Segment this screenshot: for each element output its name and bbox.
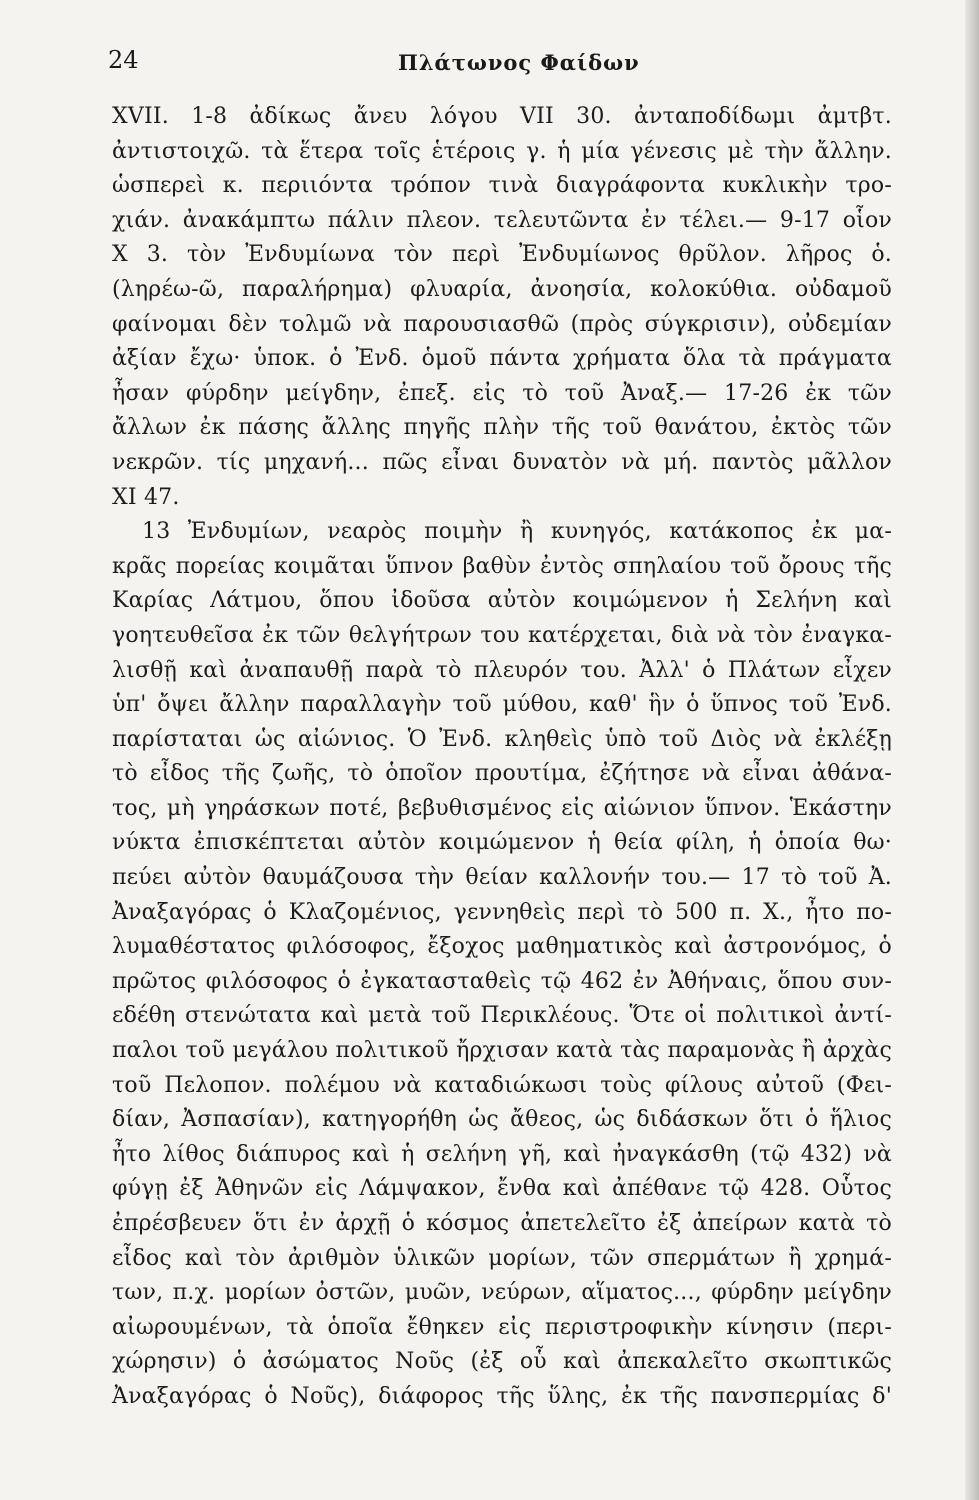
page-header bbox=[108, 42, 868, 86]
text-line: κρᾶς πορείας κοιμᾶται ὕπνον βαθὺν ἐντὸς σπηλαίου τοῦ ὄρους τῆς bbox=[112, 553, 892, 579]
commentary-text bbox=[112, 100, 892, 1415]
text-line: Ἀναξαγόρας ὁ Κλαζομένιος, γεννηθεὶς περὶ τὸ 500 π. Χ., ἦτο πο- bbox=[112, 899, 892, 925]
text-line: λυμαθέστατος φιλόσοφος, ἔξοχος μαθηματικὸς καὶ ἀστρονόμος, ὁ bbox=[112, 934, 892, 960]
text-line: γοητευθεῖσα ἐκ τῶν θελγήτρων του κατέρχεται, διὰ νὰ τὸν ἐναγκα- bbox=[112, 622, 892, 648]
text-line: παρίσταται ὡς αἰώνιος. Ὁ Ἐνδ. κληθεὶς ὑπὸ τοῦ Διὸς νὰ ἐκλέξῃ bbox=[112, 726, 892, 752]
text-line: ἐπρέσβευεν ὅτι ἐν ἀρχῇ ὁ κόσμος ἀπετελεῖτο ἐξ ἀπείρων κατὰ τὸ bbox=[112, 1211, 892, 1236]
text-line: εἶδος καὶ τὸν ἀριθμὸν ὑλικῶν μορίων, τῶν σπερμάτων ἢ χρημά- bbox=[112, 1245, 892, 1271]
page-number: 24 bbox=[108, 46, 139, 74]
text-line: τοῦ Πελοπον. πολέμου νὰ καταδιώκωσι τοὺς φίλους αὐτοῦ (Φει- bbox=[112, 1072, 892, 1098]
text-line: φαίνομαι δὲν τολμῶ νὰ παρουσιασθῶ (πρὸς σύγκρισιν), οὐδεμίαν bbox=[112, 311, 892, 337]
text-line: νύκτα ἐπισκέπτεται αὐτὸν κοιμώμενον ἡ θεία φίλη, ἡ ὁποία θω· bbox=[112, 830, 892, 856]
text-line: χιάν. ἀνακάμπτω πάλιν πλεον. τελευτῶντα ἐν τέλει.— 9-17 οἷον bbox=[112, 207, 892, 233]
text-line: φύγῃ ἐξ Ἀθηνῶν εἰς Λάμψακον, ἔνθα καὶ ἀπέθανε τῷ 428. Οὗτος bbox=[112, 1176, 892, 1202]
running-title: Πλάτωνος Φαίδων bbox=[398, 50, 640, 75]
text-line: (ληρέω-ῶ, παραλήρημα) φλυαρία, ἀνοησία, κολοκύθια. οὐδαμοῦ bbox=[112, 276, 892, 302]
text-line: παλοι τοῦ μεγάλου πολιτικοῦ ἤρχισαν κατὰ τὰς παραμονὰς ἢ ἀρχὰς bbox=[112, 1038, 892, 1064]
text-line: Χ 3. τὸν Ἐνδυμίωνα τὸν περὶ Ἐνδυμίωνος θρῦλον. λῆρος ὁ. bbox=[112, 242, 892, 268]
text-line: πεύει αὐτὸν θαυμάζουσα τὴν θείαν καλλονήν του.— 17 τὸ τοῦ Ἀ. bbox=[112, 865, 892, 891]
text-line: δίαν, Ἀσπασίαν), κατηγορήθη ὡς ἄθεος, ὡς διδάσκων ὅτι ὁ ἥλιος bbox=[112, 1107, 892, 1133]
text-line: χώρησιν) ὁ ἀσώματος Νοῦς (ἐξ οὗ καὶ ἀπεκαλεῖτο σκωπτικῶς bbox=[112, 1349, 892, 1375]
text-line: πρῶτος φιλόσοφος ὁ ἐγκατασταθεὶς τῷ 462 ἐν Ἀθήναις, ὅπου συν- bbox=[112, 968, 892, 994]
text-line: ὑπ' ὄψει ἄλλην παραλλαγὴν τοῦ μύθου, καθ' ἣν ὁ ὕπνος τοῦ Ἐνδ. bbox=[112, 692, 892, 718]
text-line: ἀντιστοιχῶ. τὰ ἕτερα τοῖς ἑτέροις γ. ἡ μία γένεσις μὲ τὴν ἄλλην. bbox=[112, 138, 892, 164]
text-line: των, π.χ. μορίων ὀστῶν, μυῶν, νεύρων, αἵματος..., φύρδην μείγδην bbox=[112, 1280, 892, 1306]
text-line: τος, μὴ γηράσκων ποτέ, βεβυθισμένος εἰς αἰώνιον ὕπνον. Ἑκάστην bbox=[112, 795, 892, 821]
text-line: XVII. 1-8 ἀδίκως ἄνευ λόγου VII 30. ἀνταποδίδωμι ἀμτβτ. bbox=[112, 104, 892, 129]
text-line: Ἀναξαγόρας ὁ Νοῦς), διάφορος τῆς ὕλης, ἐκ τῆς πανσπερμίας δ' bbox=[112, 1383, 892, 1409]
page-edge bbox=[965, 0, 979, 1500]
text-line: τὸ εἶδος τῆς ζωῆς, τὸ ὁποῖον προυτίμα, ἐζήτησε νὰ εἶναι ἀθάνα- bbox=[112, 761, 892, 787]
text-line: λισθῇ καὶ ἀναπαυθῇ παρὰ τὸ πλευρόν του. Ἀλλ' ὁ Πλάτων εἶχεν bbox=[112, 657, 892, 683]
text-line: ἄλλων ἐκ πάσης ἄλλης πηγῆς πλὴν τῆς τοῦ θανάτου, ἐκτὸς τῶν bbox=[112, 415, 892, 441]
text-line: XI 47. bbox=[112, 484, 180, 510]
text-line: εδέθη στενώτατα καὶ μετὰ τοῦ Περικλέους. Ὅτε οἱ πολιτικοὶ ἀντί- bbox=[112, 1003, 892, 1029]
text-line: ἦσαν φύρδην μείγδην, ἐπεξ. εἰς τὸ τοῦ Ἀναξ.— 17-26 ἐκ τῶν bbox=[112, 380, 892, 406]
text-line: ἀξίαν ἔχω· ὑποκ. ὁ Ἐνδ. ὁμοῦ πάντα χρήματα ὅλα τὰ πράγματα bbox=[112, 346, 892, 372]
text-line: Καρίας Λάτμου, ὅπου ἰδοῦσα αὐτὸν κοιμώμενον ἡ Σελήνη καὶ bbox=[112, 588, 892, 614]
text-line: αἰωρουμένων, τὰ ὁποῖα ἔθηκεν εἰς περιστροφικὴν κίνησιν (περι- bbox=[112, 1314, 892, 1340]
text-line: 13 Ἐνδυμίων, νεαρὸς ποιμὴν ἢ κυνηγός, κατάκοπος ἐκ μα- bbox=[142, 519, 892, 545]
text-line: ἦτο λίθος διάπυρος καὶ ἡ σελήνη γῆ, καὶ ἠναγκάσθη (τῷ 432) νὰ bbox=[112, 1141, 892, 1167]
text-line: ὡσπερεὶ κ. περιιόντα τρόπον τινὰ διαγράφοντα κυκλικὴν τρο- bbox=[112, 173, 892, 199]
text-line: νεκρῶν. τίς μηχανή... πῶς εἶναι δυνατὸν νὰ μή. παντὸς μᾶλλον bbox=[112, 449, 892, 475]
